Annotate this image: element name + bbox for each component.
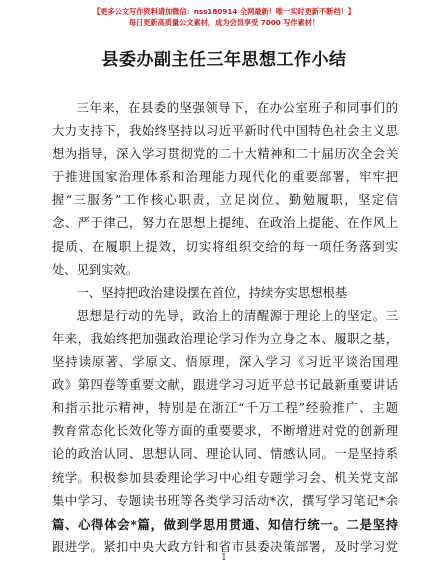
- document-body: [52, 97, 398, 559]
- paragraph-line: 统学。积极参加县委理论学习中心组专题学习会、机关党支部: [52, 470, 398, 485]
- paragraph-line: 论的政治认同、思想认同、理论认同、情感认同。一是坚持系: [52, 447, 398, 462]
- paragraph-line: 于推进国家治理体系和治理能力现代化的重要部署，牢牢把: [52, 170, 398, 185]
- document-title: 县委办副主任三年思想工作小结: [101, 50, 347, 70]
- paragraph-line: 提质、在履职上提效，切实将组织交给的每一项任务落到实: [52, 239, 398, 254]
- paragraph-line: 年来，我始终把加强政治理论学习作为立身之本、履职之基，: [52, 331, 398, 346]
- header-banner: [0, 6, 448, 28]
- banner-line-2: 每日更新高质量公文素材，成为会员享受 7000 写作素材！: [128, 18, 320, 27]
- paragraph-line: 念、严于律己，努力在思想上提纯、在政治上提能、在作风上: [52, 216, 398, 231]
- paragraph-line: 思想是行动的先导，政治上的清醒源于理论上的坚定。三: [76, 308, 398, 323]
- paragraph-line: 跟进学。紧扣中央大政方针和省市县委决策部署，及时学习党: [52, 539, 398, 554]
- paragraph-line: 三年来，在县委的坚强领导下，在办公室班子和同事们的: [76, 101, 398, 115]
- page-number: 1: [221, 553, 227, 563]
- paragraph-line: 篇、心得体会*篇，做到学思用贯通、知信行统一。二是坚持: [52, 516, 398, 532]
- paragraph-line: 处、见到实效。: [52, 262, 139, 277]
- paragraph-line: 集中学习、专题读书班等各类学习活动*次，撰写学习笔记*余: [52, 493, 398, 508]
- paragraph-line: 和指示批示精神，特别是在浙江“千万工程”经验推广、主题: [52, 401, 398, 416]
- banner-line-1: 【更多公文写作资料请加微信：nss180914 全网最新！唯一实时更新不断档！】: [93, 7, 355, 16]
- paragraph-line: 坚持读原著、学原文、悟原理，深入学习《习近平谈治国理: [52, 355, 398, 370]
- paragraph-line: 想为指导，深入学习贯彻党的二十大精神和二十届历次全会关: [52, 147, 398, 162]
- section-heading: 一、坚持把政治建设摆在首位，持续夯实思想根基: [76, 285, 348, 300]
- paragraph-line: 政》第四卷等重要文献，跟进学习习近平总书记最新重要讲话: [52, 378, 398, 393]
- paragraph-line: 教育常态化长效化等方面的重要要求，不断增进对党的创新理: [52, 424, 398, 439]
- paragraph-line: 握“三服务”工作核心职责，立足岗位、勤勉履职，坚定信: [52, 193, 398, 208]
- paragraph-line: 大力支持下，我始终坚持以习近平新时代中国特色社会主义思: [52, 124, 398, 139]
